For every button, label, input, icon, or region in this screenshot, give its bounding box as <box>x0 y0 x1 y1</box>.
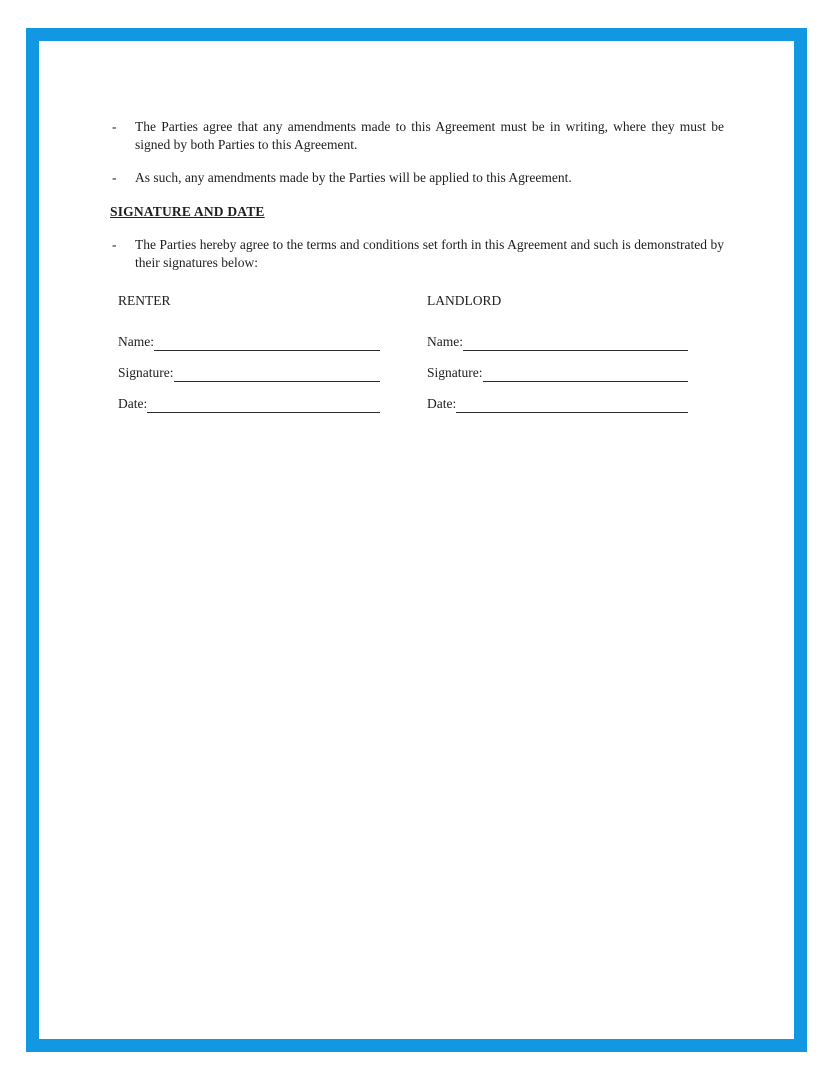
renter-date-blank-line[interactable] <box>147 397 380 413</box>
bullet-text: The Parties hereby agree to the terms and conditions set forth in this Agreement and such is demonstrated by their signatures below: <box>135 237 724 270</box>
renter-name-blank-line[interactable] <box>154 335 380 351</box>
renter-column <box>118 292 380 426</box>
signature-columns <box>118 292 724 426</box>
bullet-item-signature-intro <box>110 236 724 271</box>
landlord-date-label: Date: <box>427 396 457 411</box>
bullet-text: The Parties agree that any amendments made to this Agreement must be in writing, where they must be signed by both Parties to this Agreement. <box>135 119 724 152</box>
landlord-party-label: LANDLORD <box>427 293 502 308</box>
renter-signature-field <box>118 364 380 382</box>
landlord-column <box>427 292 688 426</box>
landlord-signature-field <box>427 364 688 382</box>
landlord-name-field <box>427 333 688 351</box>
renter-date-label: Date: <box>118 396 148 411</box>
renter-party-label: RENTER <box>118 293 171 308</box>
bullet-marker: - <box>112 237 117 252</box>
bullet-item-amendments-applied <box>110 169 724 187</box>
landlord-date-field <box>427 395 688 413</box>
landlord-date-blank-line[interactable] <box>456 397 688 413</box>
bullet-item-amendments-writing <box>110 118 724 153</box>
landlord-name-blank-line[interactable] <box>463 335 688 351</box>
signature-block <box>118 292 724 426</box>
bullet-marker: - <box>112 119 117 134</box>
renter-date-field <box>118 395 380 413</box>
renter-name-field <box>118 333 380 351</box>
landlord-signature-label: Signature: <box>427 365 483 380</box>
renter-name-label: Name: <box>118 334 154 349</box>
section-heading-signature-and-date: SIGNATURE AND DATE <box>110 203 265 219</box>
bullet-marker: - <box>112 170 117 185</box>
renter-signature-label: Signature: <box>118 365 174 380</box>
renter-signature-blank-line[interactable] <box>174 366 381 382</box>
bullet-text: As such, any amendments made by the Parties will be applied to this Agreement. <box>135 170 572 185</box>
landlord-signature-blank-line[interactable] <box>483 366 689 382</box>
landlord-name-label: Name: <box>427 334 463 349</box>
document-content <box>110 118 724 426</box>
